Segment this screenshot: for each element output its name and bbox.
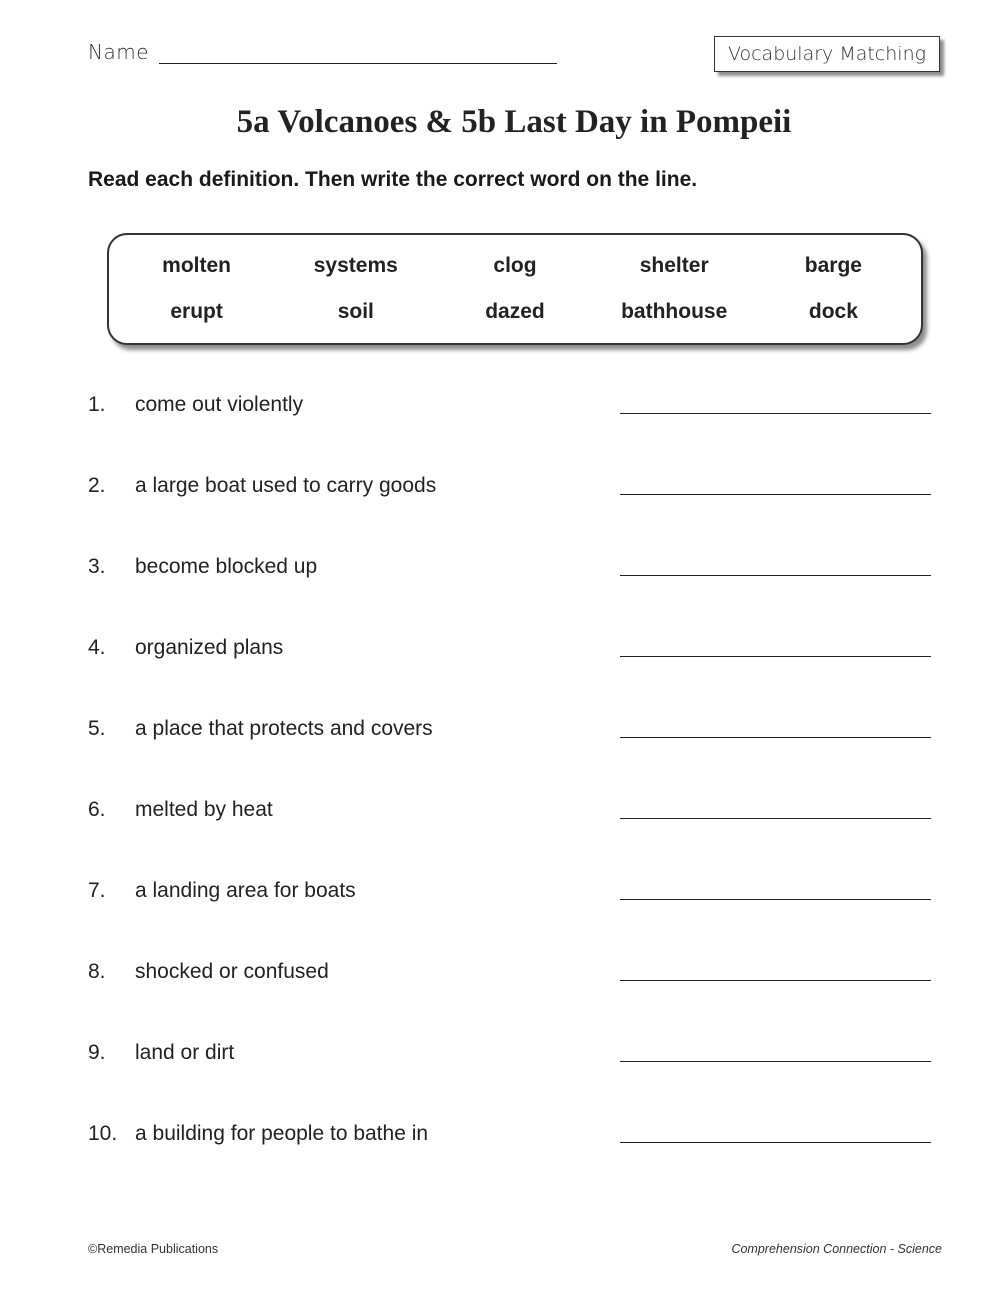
- question-definition: organized plans: [135, 636, 284, 659]
- question-number: 7.: [88, 879, 106, 902]
- word-bank-item: clog: [493, 254, 537, 277]
- question-definition: become blocked up: [135, 555, 318, 578]
- question-number: 10.: [88, 1122, 118, 1145]
- question-row: [88, 711, 933, 792]
- word-bank-item: systems: [313, 254, 398, 277]
- word-bank-item: erupt: [170, 300, 223, 323]
- question-list: [88, 387, 933, 1197]
- word-bank-item: shelter: [639, 254, 709, 277]
- copyright-footer: ©Remedia Publications: [88, 1242, 219, 1256]
- question-number: 3.: [88, 555, 106, 578]
- word-bank: [107, 233, 923, 345]
- answer-line[interactable]: [620, 980, 931, 981]
- series-footer: Comprehension Connection - Science: [731, 1242, 942, 1256]
- word-bank-item: bathhouse: [621, 300, 728, 323]
- instructions: Read each definition. Then write the correct word on the line.: [88, 168, 698, 191]
- question-number: 8.: [88, 960, 106, 983]
- question-number: 6.: [88, 798, 106, 821]
- question-definition: a large boat used to carry goods: [135, 474, 437, 497]
- question-row: [88, 630, 933, 711]
- question-row: [88, 792, 933, 873]
- question-definition: a landing area for boats: [135, 879, 356, 902]
- question-definition: a place that protects and covers: [135, 717, 433, 740]
- question-row: [88, 1035, 933, 1116]
- answer-line[interactable]: [620, 413, 931, 414]
- answer-line[interactable]: [620, 818, 931, 819]
- name-row: [88, 40, 557, 64]
- worksheet-type-tag: Vocabulary Matching: [714, 36, 940, 72]
- question-row: [88, 468, 933, 549]
- word-bank-item: barge: [804, 254, 862, 277]
- word-bank-item: dock: [808, 300, 858, 323]
- question-definition: land or dirt: [135, 1041, 235, 1064]
- question-row: [88, 873, 933, 954]
- answer-line[interactable]: [620, 575, 931, 576]
- page-title: 5a Volcanoes & 5b Last Day in Pompeii: [236, 104, 792, 140]
- question-row: [88, 549, 933, 630]
- answer-line[interactable]: [620, 899, 931, 900]
- question-row: [88, 1116, 933, 1197]
- question-number: 1.: [88, 393, 106, 416]
- question-definition: come out violently: [135, 393, 304, 416]
- answer-line[interactable]: [620, 1061, 931, 1062]
- word-bank-item: soil: [337, 300, 374, 323]
- name-label: Name: [88, 40, 150, 64]
- question-number: 9.: [88, 1041, 106, 1064]
- answer-line[interactable]: [620, 494, 931, 495]
- question-definition: a building for people to bathe in: [135, 1122, 429, 1145]
- question-number: 5.: [88, 717, 106, 740]
- question-definition: shocked or confused: [135, 960, 329, 983]
- question-number: 4.: [88, 636, 106, 659]
- name-field[interactable]: [159, 41, 557, 64]
- question-definition: melted by heat: [135, 798, 273, 821]
- question-number: 2.: [88, 474, 106, 497]
- question-row: [88, 954, 933, 1035]
- answer-line[interactable]: [620, 737, 931, 738]
- answer-line[interactable]: [620, 1142, 931, 1143]
- word-bank-item: dazed: [485, 300, 545, 323]
- question-row: [88, 387, 933, 468]
- word-bank-item: molten: [162, 254, 232, 277]
- answer-line[interactable]: [620, 656, 931, 657]
